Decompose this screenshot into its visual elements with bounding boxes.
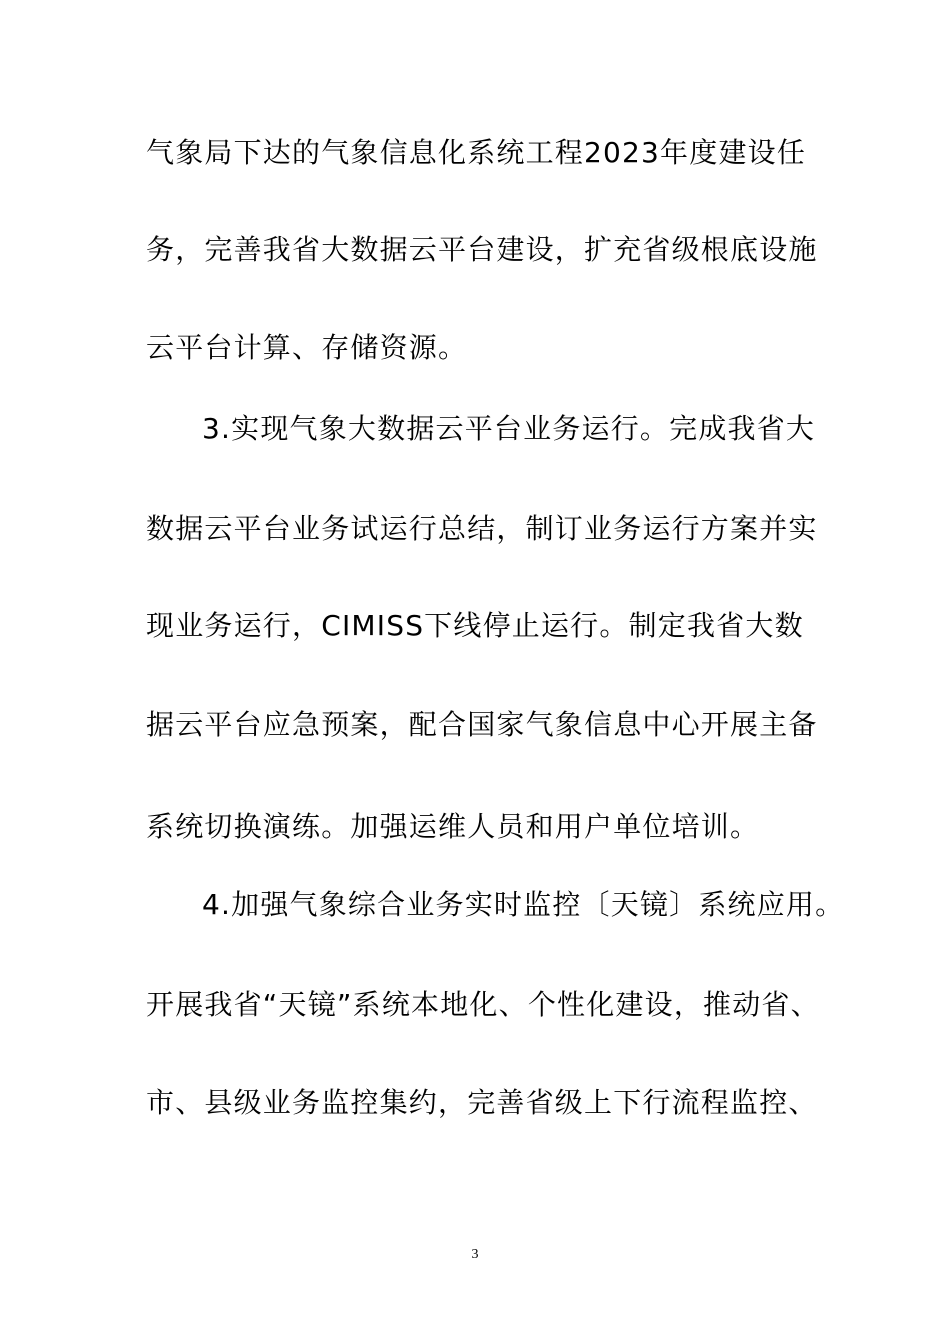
text-line-9: 4.加强气象综合业务实时监控〔天镜〕系统应用。: [202, 888, 845, 921]
text-line-8: 系统切换演练。加强运维人员和用户单位培训。: [146, 810, 760, 843]
page-number: 3: [471, 1247, 479, 1262]
text-line-4: 3.实现气象大数据云平台业务运行。完成我省大: [202, 412, 816, 445]
text-line-11: 市、县级业务监控集约，完善省级上下行流程监控、: [146, 1086, 818, 1119]
text-line-3: 云平台计算、存储资源。: [146, 331, 468, 364]
text-line-10: 开展我省“天镜”系统本地化、个性化建设，推动省、: [146, 988, 820, 1021]
text-line-1: 气象局下达的气象信息化系统工程2023年度建设任: [146, 136, 807, 169]
text-line-6: 现业务运行，CIMISS下线停止运行。制定我省大数: [146, 609, 804, 642]
text-line-7: 据云平台应急预案，配合国家气象信息中心开展主备: [146, 708, 818, 741]
text-line-5: 数据云平台业务试运行总结，制订业务运行方案并实: [146, 512, 818, 545]
text-line-2: 务，完善我省大数据云平台建设，扩充省级根底设施: [146, 233, 818, 266]
